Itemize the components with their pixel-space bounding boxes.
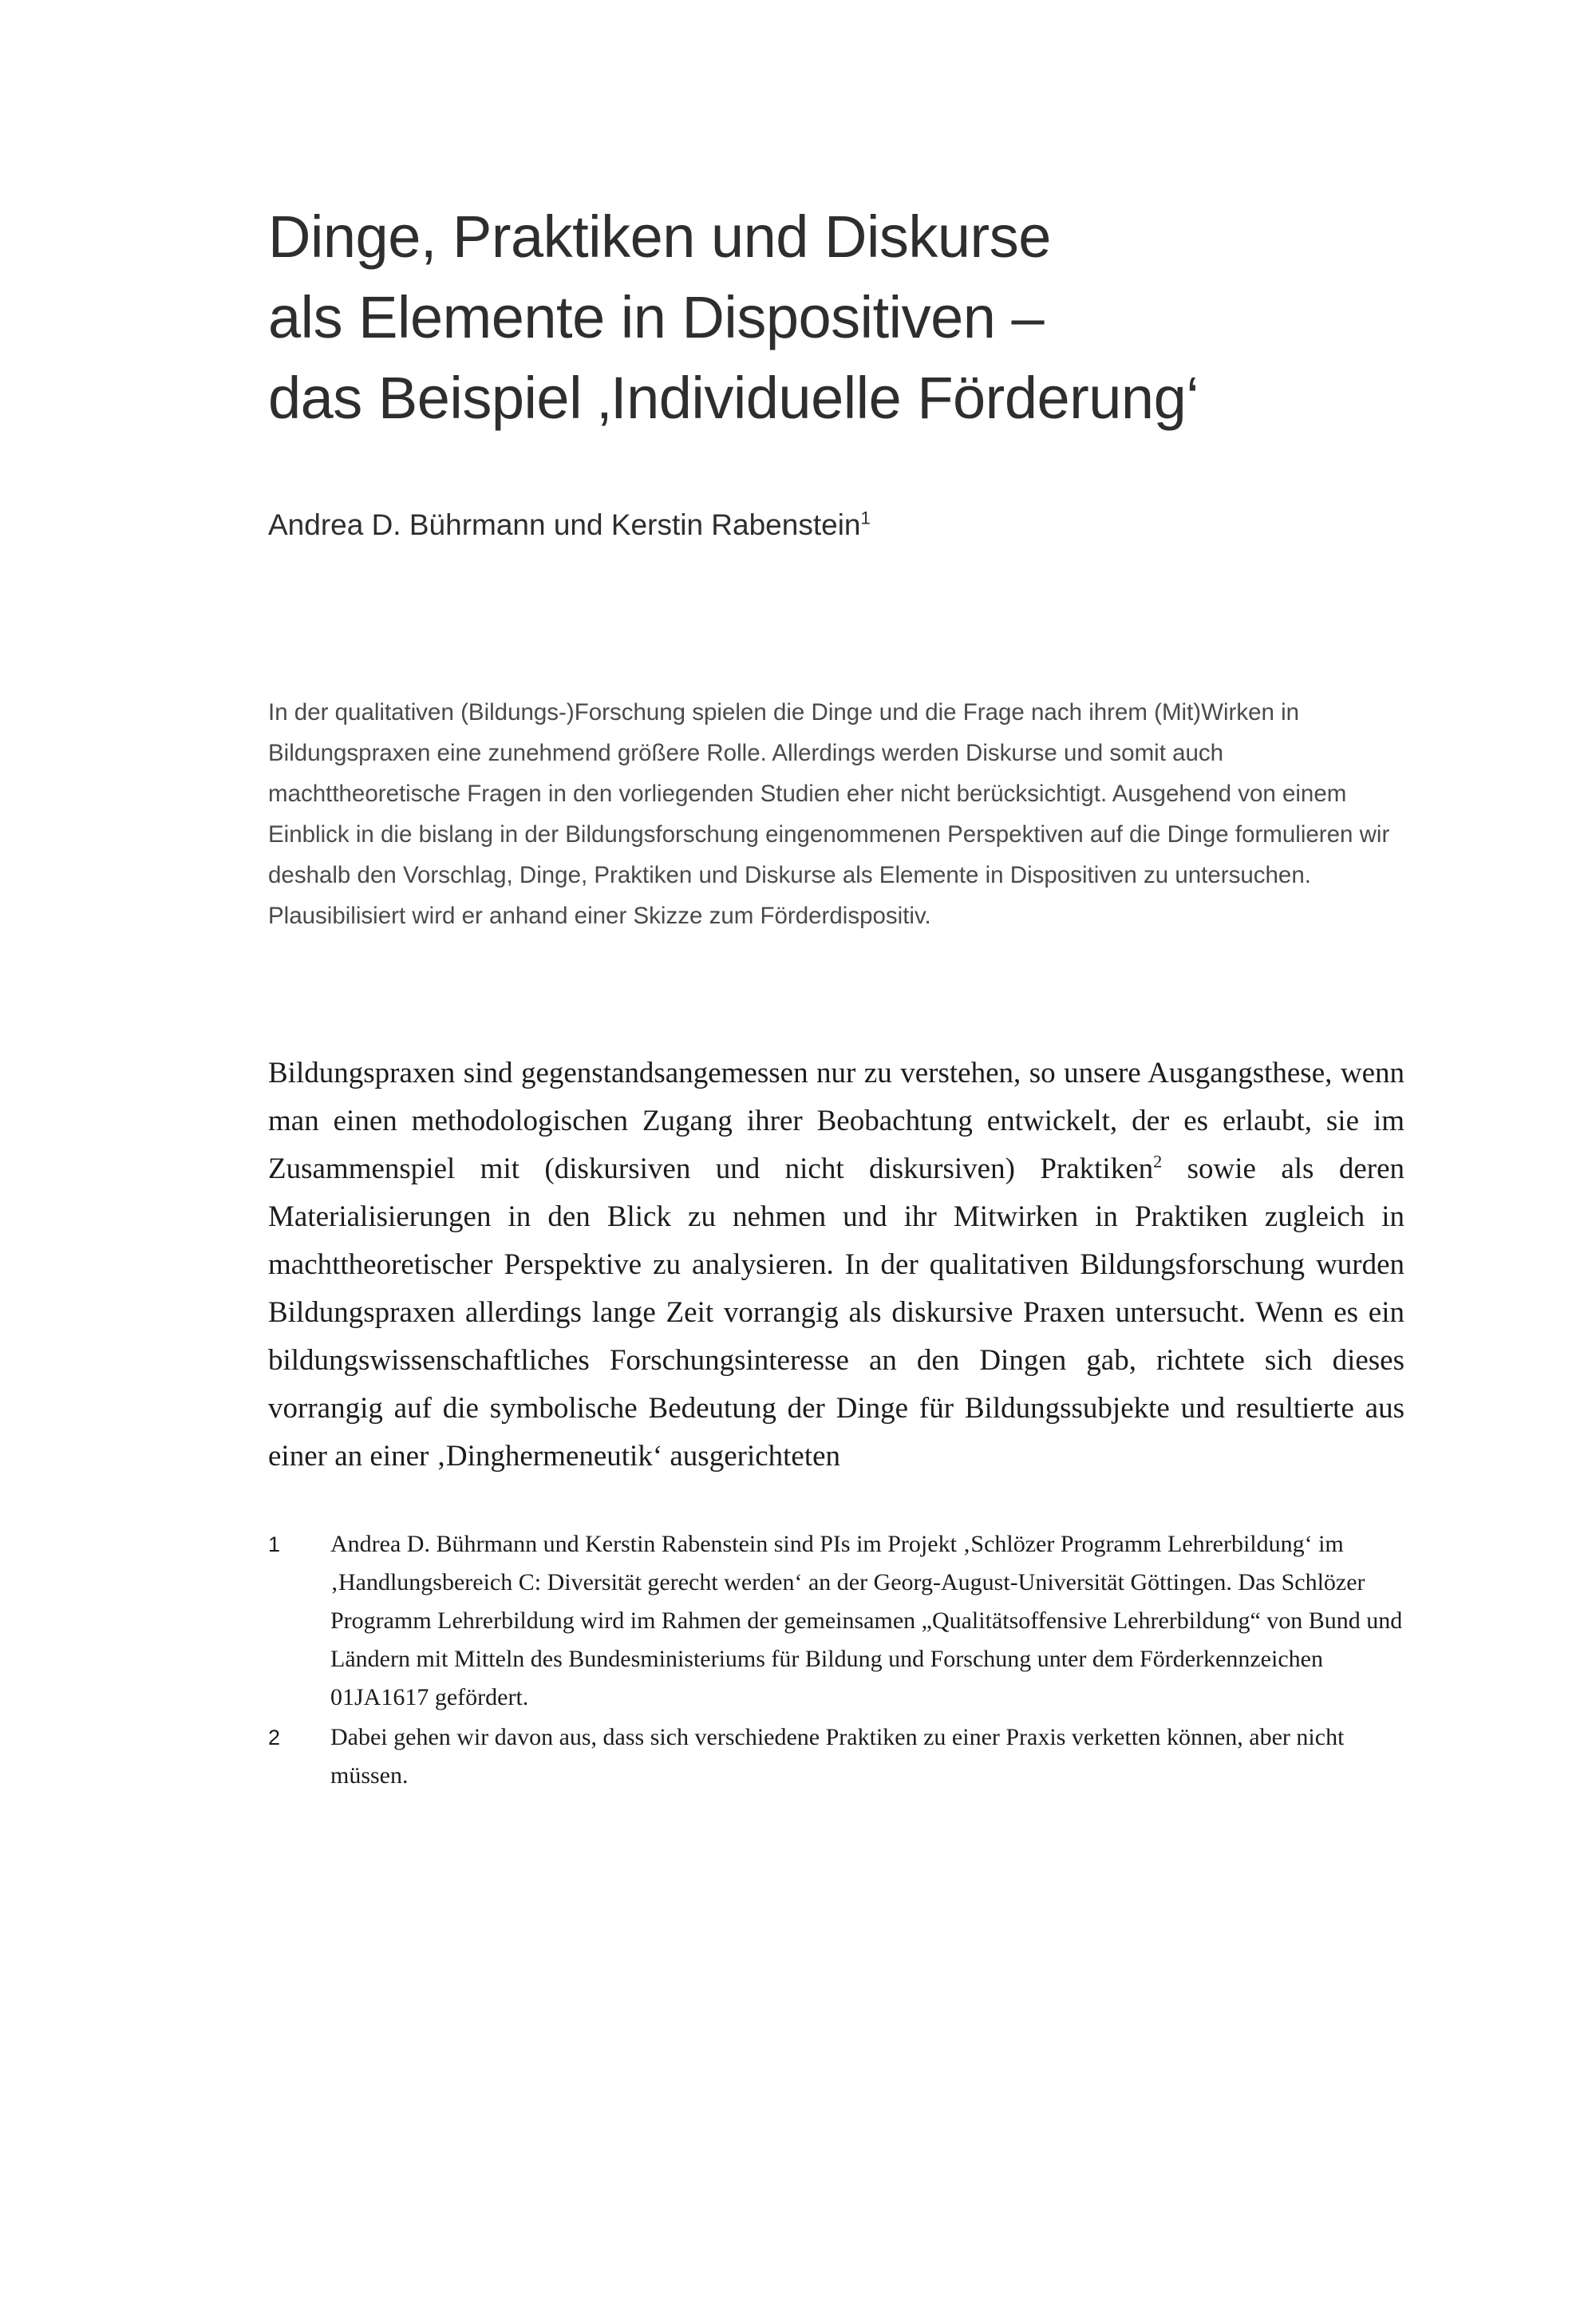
body-paragraph [268,1050,1404,1481]
footnotes-section [268,1525,1404,1795]
article-title [268,196,1404,438]
author-line [268,507,1404,544]
content-column [268,0,1404,1795]
body-footnote-ref: 2 [1153,1151,1163,1172]
footnote-number: 2 [268,1726,281,1750]
body-text-part-1: Bildungspraxen sind gegenstandsangemessen nur zu verstehen, so unsere Ausgangsthese, wenn man einen methodologischen Zugang ihrer Beobachtung entwickelt, der es erlaubt, sie im Zusammenspiel mit (diskursiven und nicht diskursiven) Praktiken [268,1057,1404,1185]
title-line-2: als Elemente in Dispositiven – [268,284,1045,350]
body-text-part-2: sowie als deren Materialisierungen in den Blick zu nehmen und ihr Mitwirken in Praktiken zugleich in machttheoretischer Perspektive zu analysieren. In der qualitativen Bildungsforschung wurden Bildungspraxen allerdings lange Zeit vorrangig als diskursive Praxen untersucht. Wenn es ein bildungswissenschaftliches Forschungsinteresse an den Dingen gab, richtete sich dieses vorrangig auf die symbolische Bedeutung der Dinge für Bildungssubjekte und resultierte aus einer an einer ‚Dinghermeneutik‘ ausgerichteten [268,1153,1404,1473]
footnote-number: 1 [268,1532,281,1556]
footnote-item [268,1525,1404,1717]
author-names: Andrea D. Bührmann und Kerstin Rabenstein [268,508,861,541]
abstract: In der qualitativen (Bildungs-)Forschung spielen die Dinge und die Frage nach ihrem (Mit)Wirken in Bildungspraxen eine zunehmend größere Rolle. Allerdings werden Diskurse und somit auch machttheoretische Fragen in den vorliegenden Studien eher nicht berücksichtigt. Ausgehend von einem Einblick in die bislang in der Bildungsforschung eingenommenen Perspektiven auf die Dinge formulieren wir deshalb den Vorschlag, Dinge, Praktiken und Diskurse als Elemente in Dispositiven zu untersuchen. Plausibilisiert wird er anhand einer Skizze zum Förderdispositiv. [268,699,1390,929]
title-line-3: das Beispiel ‚Individuelle Förderung‘ [268,365,1199,431]
author-footnote-ref: 1 [860,508,871,528]
title-line-1: Dinge, Praktiken und Diskurse [268,204,1051,270]
footnote-text: Andrea D. Bührmann und Kerstin Rabenstein sind PIs im Projekt ‚Schlözer Programm Lehrerbildung‘ im ‚Handlungsbereich C: Diversität gerecht werden‘ an der Georg-August-Universität Göttingen. Das Schlözer Programm Lehrerbildung wird im Rahmen der gemeinsamen „Qualitätsoffensive Lehrerbildung“ von Bund und Ländern mit Mitteln des Bundesministeriums für Bildung und Forschung unter dem Förderkennzeichen 01JA1617 gefördert. [330,1531,1403,1710]
footnote-text: Dabei gehen wir davon aus, dass sich verschiedene Praktiken zu einer Praxis verketten können, aber nicht müssen. [330,1724,1345,1789]
footnote-item [268,1718,1404,1795]
